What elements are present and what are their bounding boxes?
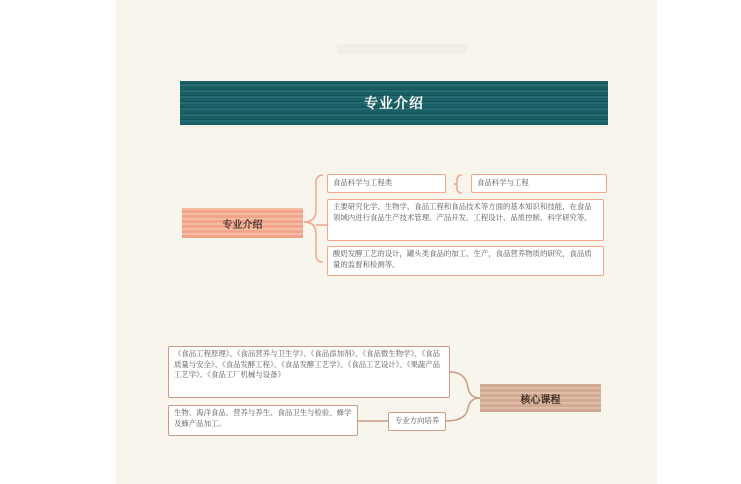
core-link-direction (446, 398, 480, 421)
example-text: 酸奶发酵工艺的设计，罐头类食品的加工、生产，食品营养物质的研究，食品质量的监督和检测等。 (333, 249, 592, 269)
direction-label-text: 专业方向培养 (394, 416, 440, 426)
page-title: 专业介绍 (364, 96, 424, 112)
core-node-label: 核心课程 (520, 394, 561, 406)
example-box (327, 246, 604, 276)
intro-node (182, 208, 303, 238)
courses-box (168, 346, 450, 398)
major-text: 食品科学与工程 (477, 178, 529, 188)
category-box (327, 174, 446, 193)
courses-text: 《食品工程原理》、《食品营养与卫生学》、《食品添加剂》、《食品微生物学》、《食品质量与安全》、《食品发酵工程》、《食品发酵工艺学》、《食品工艺设计》、《果蔬产品工艺学》、《食品工厂机械与设备》 (174, 349, 441, 379)
major-box (471, 174, 607, 193)
description-text: 主要研究化学、生物学、食品工程和食品技术等方面的基本知识和技能，在食品领域内进行食品生产技术管理、产品开发、工程设计、品质控制、科学研究等。 (333, 202, 592, 222)
direction-label-box (388, 412, 446, 431)
core-node (480, 384, 601, 412)
intro-node-label: 专业介绍 (222, 219, 263, 231)
core-link-courses (450, 372, 480, 398)
category-brace (454, 175, 462, 193)
description-box (327, 199, 604, 241)
direction-detail-text: 生物、海洋食品、营养与养生、食品卫生与检验、蜂学及蜂产品加工。 (174, 408, 352, 428)
category-text: 食品科学与工程类 (333, 178, 393, 188)
direction-detail-box (168, 405, 358, 436)
intro-bracket (304, 175, 323, 262)
